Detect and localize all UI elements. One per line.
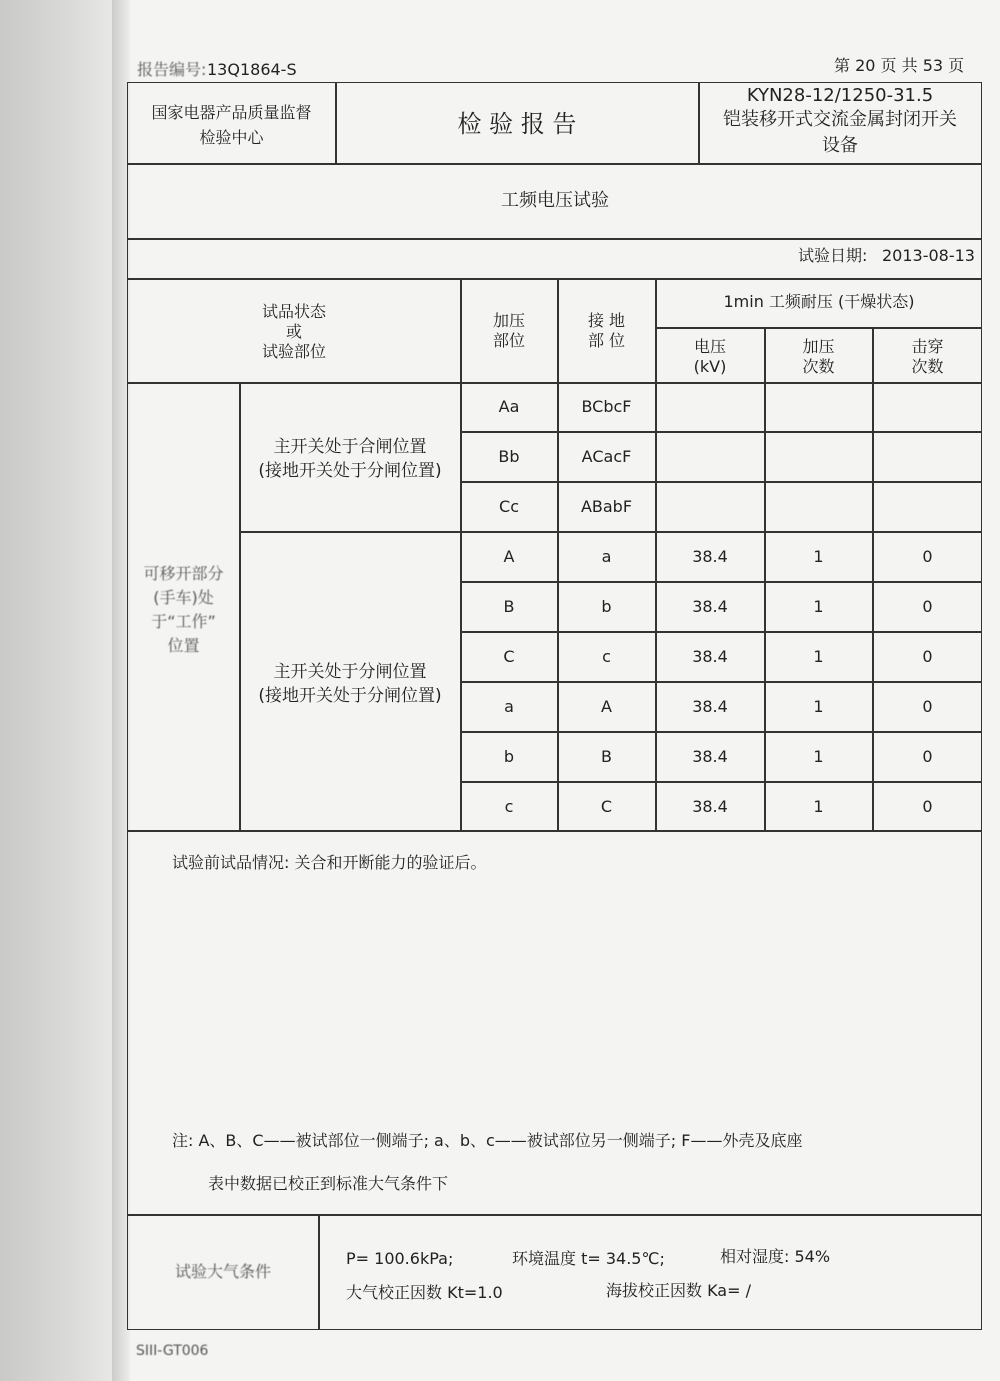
atmos-ka: 海拔校正因数 Ka= / [606, 1281, 751, 1300]
col-breakdown-line2: 次数 [911, 357, 944, 376]
row-voltage [657, 383, 763, 431]
binding-shadow [0, 0, 130, 1381]
product-name-line1: 铠装移开式交流金属封闭开关 [723, 109, 957, 130]
note-line2: 表中数据已校正到标准大气条件下 [208, 1174, 449, 1193]
group2-label-line1: 主开关处于分闸位置 [273, 662, 427, 682]
group2-label-line2: (接地开关处于分闸位置) [258, 686, 442, 706]
product-model: KYN28-12/1250-31.5 [746, 85, 934, 106]
row-times [766, 483, 871, 531]
row-ground: B [601, 747, 612, 766]
row-ground: C [600, 796, 613, 816]
row-apply: c [504, 796, 514, 816]
row-apply: Cc [499, 497, 519, 516]
doc-title: 检 验 报 告 [457, 110, 577, 138]
row-ground: A [601, 697, 612, 716]
row-breakdown: 0 [922, 647, 933, 666]
row-times: 1 [813, 697, 824, 716]
row-apply: B [503, 597, 515, 616]
col-group-header: 1min 工频耐压 (干燥状态) [723, 292, 915, 311]
report-number-label: 报告编号: [137, 60, 207, 79]
row-ground: ABabF [580, 497, 633, 516]
report-number: 13Q1864-S [207, 60, 297, 79]
row-times [766, 433, 871, 481]
row-voltage: 38.4 [692, 647, 728, 666]
row-apply: A [503, 547, 515, 566]
row-breakdown: 0 [922, 796, 933, 816]
row-apply: a [504, 697, 514, 716]
product-name-line2: 设备 [822, 135, 858, 156]
atmos-kt: 大气校正因数 Kt=1.0 [346, 1283, 503, 1302]
row-apply: Bb [498, 447, 520, 466]
row-ground: b [601, 597, 612, 616]
col-ground-line1: 接 地 [587, 311, 626, 330]
row-voltage: 38.4 [692, 547, 728, 566]
row-times: 1 [813, 547, 824, 566]
col-state-line3: 试验部位 [261, 342, 326, 361]
pre-test-note: 试验前试品情况: 关合和开断能力的验证后。 [172, 853, 487, 872]
atmos-label: 试验大气条件 [174, 1262, 271, 1281]
test-name: 工频电压试验 [501, 190, 609, 211]
row-times: 1 [813, 597, 824, 616]
col-voltage-line1: 电压 [693, 337, 726, 356]
row-ground: a [601, 547, 612, 566]
row-breakdown [874, 483, 981, 531]
org-name-line1: 国家电器产品质量监督 [151, 103, 312, 122]
atmos-temperature: 环境温度 t= 34.5℃; [512, 1249, 665, 1268]
col-state-line2: 或 [285, 322, 302, 341]
col-apply-line1: 加压 [492, 311, 525, 330]
row-voltage: 38.4 [692, 697, 728, 716]
side-label-line4: 位置 [167, 636, 200, 655]
row-breakdown: 0 [922, 697, 933, 716]
row-voltage [657, 483, 763, 531]
col-voltage-line2: (kV) [693, 357, 727, 376]
org-name-line2: 检验中心 [199, 128, 264, 147]
row-breakdown [874, 383, 981, 431]
col-ground-line2: 部 位 [587, 331, 626, 350]
col-breakdown-line1: 击穿 [911, 337, 944, 356]
row-breakdown [874, 433, 981, 481]
note-line1: 注: A、B、C——被试部位一侧端子; a、b、c——被试部位另一侧端子; F——外壳及底座 [172, 1131, 803, 1150]
atmos-pressure: P= 100.6kPa; [346, 1249, 454, 1268]
page-info: 第 20 页 共 53 页 [834, 56, 965, 75]
form-code: SIII-GT006 [136, 1343, 209, 1359]
side-label-line2: (手车)处 [153, 588, 214, 607]
side-label-line3: 于“工作” [151, 612, 216, 631]
row-apply: Aa [498, 397, 520, 416]
atmos-humidity: 相对湿度: 54% [720, 1247, 831, 1266]
row-times: 1 [813, 647, 824, 666]
row-times [766, 383, 871, 431]
row-breakdown: 0 [922, 747, 933, 766]
test-date: 2013-08-13 [882, 246, 975, 265]
row-ground: c [602, 647, 611, 666]
side-label-line1: 可移开部分 [143, 564, 224, 583]
row-ground: ACacF [581, 447, 632, 466]
group1-label-line1: 主开关处于合闸位置 [273, 437, 427, 457]
test-date-label: 试验日期: [798, 246, 868, 265]
col-times-line1: 加压 [802, 337, 835, 356]
row-breakdown: 0 [922, 597, 933, 616]
row-voltage: 38.4 [692, 796, 728, 816]
row-times: 1 [813, 796, 824, 816]
row-ground: BCbcF [581, 397, 632, 416]
col-apply-line2: 部位 [492, 331, 525, 350]
row-apply: b [503, 747, 515, 766]
col-state-line1: 试品状态 [261, 302, 326, 321]
row-times: 1 [813, 747, 824, 766]
row-apply: C [503, 647, 515, 666]
col-times-line2: 次数 [802, 357, 835, 376]
group1-label-line2: (接地开关处于分闸位置) [258, 461, 442, 481]
row-breakdown: 0 [922, 547, 933, 566]
row-voltage: 38.4 [692, 747, 728, 766]
row-voltage: 38.4 [692, 597, 728, 616]
row-voltage [657, 433, 763, 481]
